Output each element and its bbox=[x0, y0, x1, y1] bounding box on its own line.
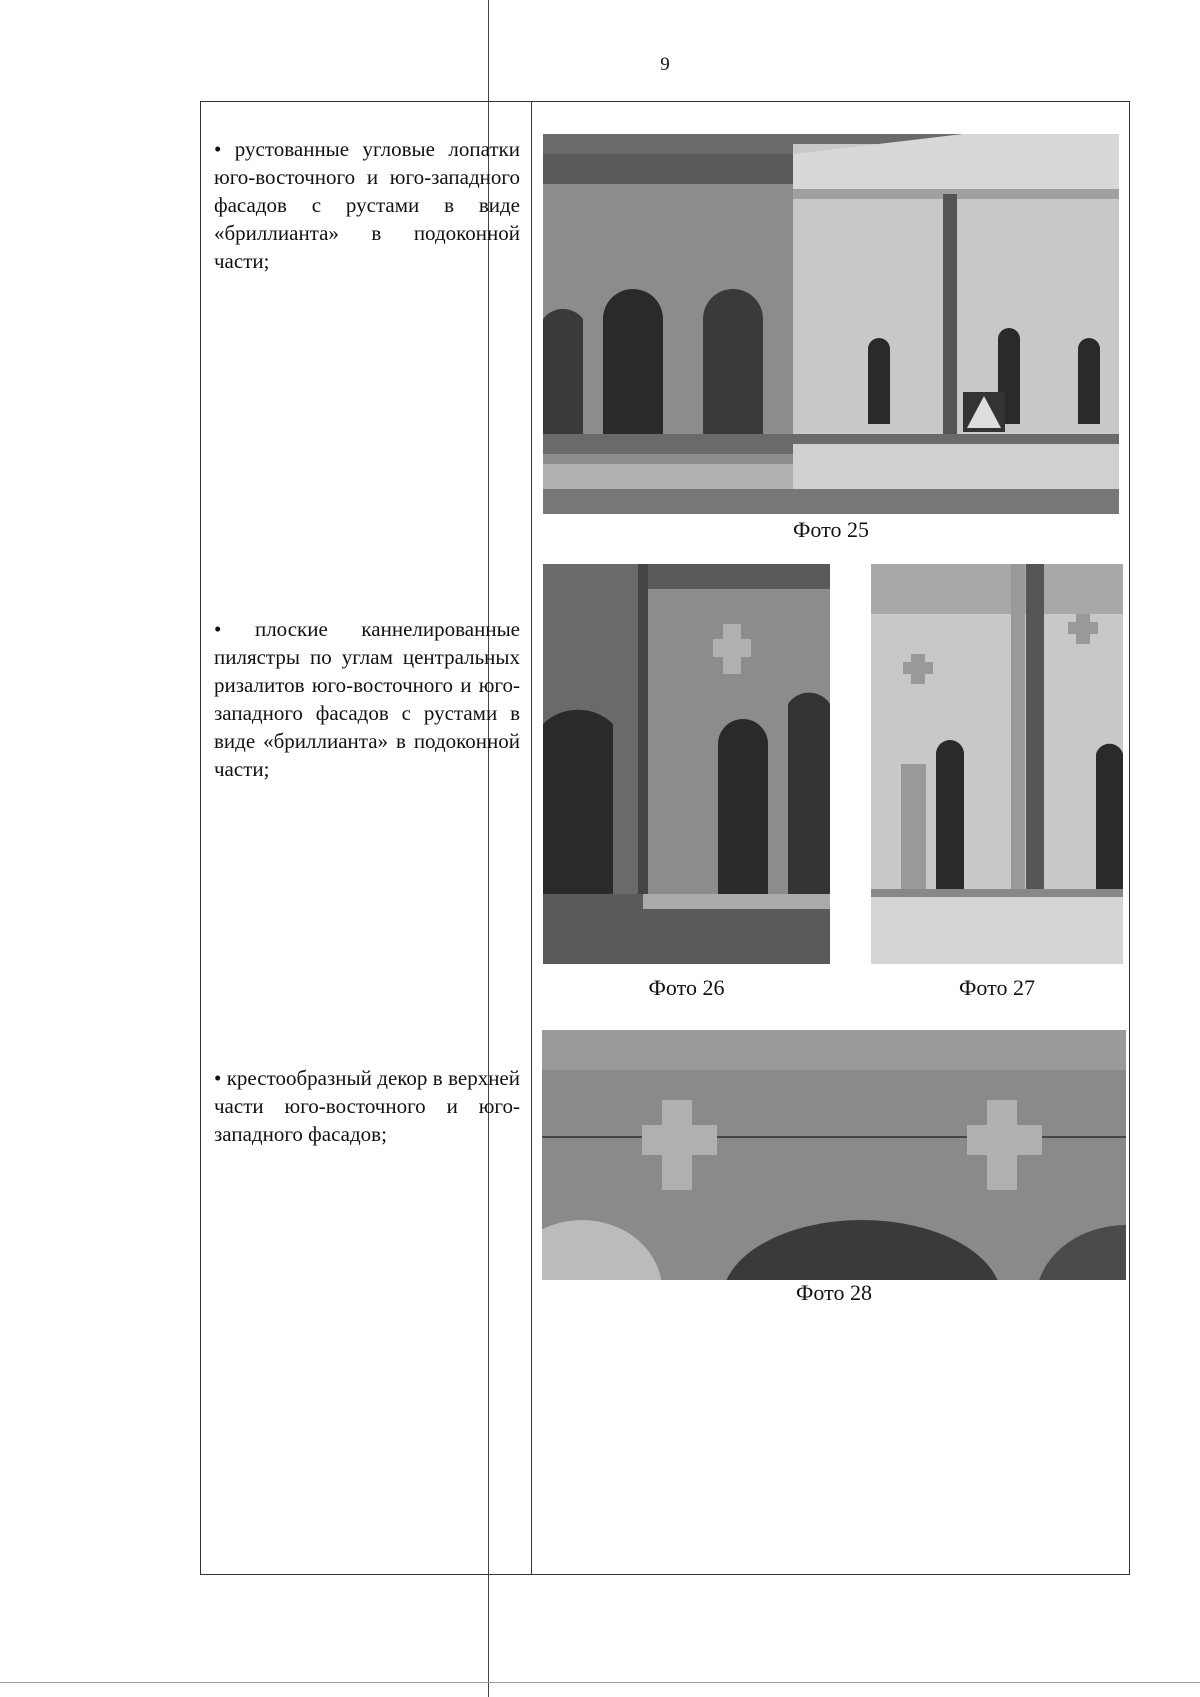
caption-photo-28: Фото 28 bbox=[796, 1280, 872, 1305]
item-text-3: • крестообразный декор в верхней части юго-восточного и юго-западного фасадов; bbox=[214, 1066, 520, 1146]
caption-photo-26: Фото 26 bbox=[648, 975, 725, 1000]
photo-28 bbox=[542, 1030, 1126, 1280]
caption-photo-27: Фото 27 bbox=[959, 975, 1035, 1000]
photo-25 bbox=[543, 134, 1119, 514]
column-divider bbox=[531, 102, 532, 1574]
scan-artifact-bottom-line bbox=[0, 1682, 1200, 1683]
page-number: 9 bbox=[660, 54, 670, 75]
description-table bbox=[200, 101, 1130, 1575]
photo-27 bbox=[871, 564, 1123, 964]
caption-photo-25: Фото 25 bbox=[793, 517, 869, 542]
item-text-1: • рустованные угловые лопатки юго-восточного и юго-западного фасадов с рустами в виде «бриллианта» в подоконной части; bbox=[214, 137, 520, 273]
photo-26 bbox=[543, 564, 830, 964]
item-text-2: • плоские каннелированные пилястры по углам центральных ризалитов юго-восточного и юго-западного фасадов с рустами в виде «бриллианта» в подоконной части; bbox=[214, 617, 520, 781]
